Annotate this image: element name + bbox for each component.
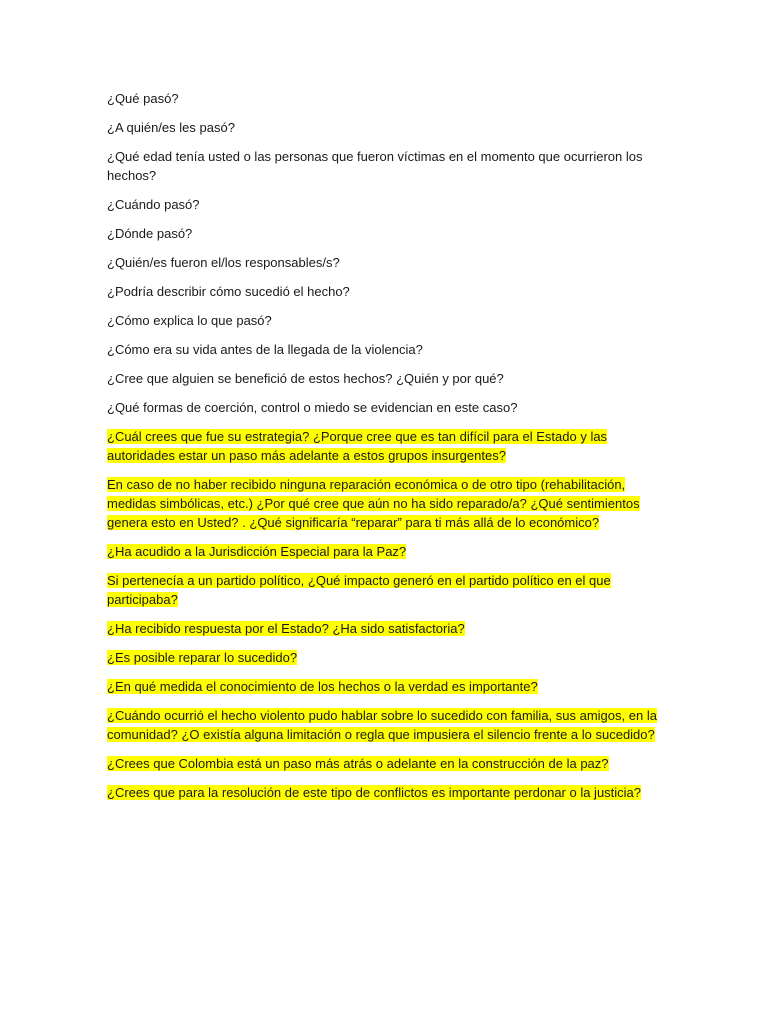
highlighted-question-9	[107, 754, 667, 773]
question-8: ¿Cómo explica lo que pasó?	[107, 313, 272, 328]
highlighted-question-6	[107, 648, 667, 667]
highlighted-question-1	[107, 427, 667, 465]
question-1: ¿Qué pasó?	[107, 91, 179, 106]
highlighted-question-10	[107, 783, 667, 802]
question-4: ¿Cuándo pasó?	[107, 197, 200, 212]
highlighted-question-5	[107, 619, 667, 638]
question-list	[107, 89, 667, 812]
highlighted-question-8	[107, 706, 667, 744]
question-9: ¿Cómo era su vida antes de la llegada de la violencia?	[107, 342, 423, 357]
question-5: ¿Dónde pasó?	[107, 226, 193, 241]
highlight: ¿Cuándo ocurrió el hecho violento pudo hablar sobre lo sucedido con familia, sus amigos, en la comunidad? ¿O existía alguna limitación o regla que impusiera el silencio frente a lo sucedido?	[107, 708, 657, 742]
highlight: ¿Es posible reparar lo sucedido?	[107, 650, 298, 665]
highlight: ¿Cuál crees que fue su estrategia? ¿Porque cree que es tan difícil para el Estado y las autoridades estar un paso más adelante a estos grupos insurgentes?	[107, 429, 608, 463]
highlight: ¿Crees que para la resolución de este tipo de conflictos es importante perdonar o la justicia?	[107, 785, 642, 800]
question-10: ¿Cree que alguien se benefició de estos hechos? ¿Quién y por qué?	[107, 371, 504, 386]
highlighted-question-2	[107, 475, 667, 532]
highlight: ¿Crees que Colombia está un paso más atrás o adelante en la construcción de la paz?	[107, 756, 609, 771]
highlight: ¿Ha acudido a la Jurisdicción Especial para la Paz?	[107, 544, 407, 559]
highlight: En caso de no haber recibido ninguna reparación económica o de otro tipo (rehabilitación, medidas simbólicas, etc.) ¿Por qué cree que aún no ha sido reparado/a? ¿Qué sentimientos genera esto en Usted? . ¿Qué significaría “reparar” para ti más allá de lo económico?	[107, 477, 640, 530]
question-11: ¿Qué formas de coerción, control o miedo se evidencian en este caso?	[107, 400, 518, 415]
question-3: ¿Qué edad tenía usted o las personas que fueron víctimas en el momento que ocurrieron los hechos?	[107, 149, 643, 183]
highlighted-question-4	[107, 571, 667, 609]
question-6: ¿Quién/es fueron el/los responsables/s?	[107, 255, 340, 270]
highlight: ¿Ha recibido respuesta por el Estado? ¿Ha sido satisfactoria?	[107, 621, 465, 636]
highlight: ¿En qué medida el conocimiento de los hechos o la verdad es importante?	[107, 679, 538, 694]
highlighted-question-3	[107, 542, 667, 561]
question-2: ¿A quién/es les pasó?	[107, 120, 235, 135]
highlighted-question-7	[107, 677, 667, 696]
highlight: Si pertenecía a un partido político, ¿Qué impacto generó en el partido político en el que participaba?	[107, 573, 611, 607]
question-7: ¿Podría describir cómo sucedió el hecho?	[107, 284, 350, 299]
